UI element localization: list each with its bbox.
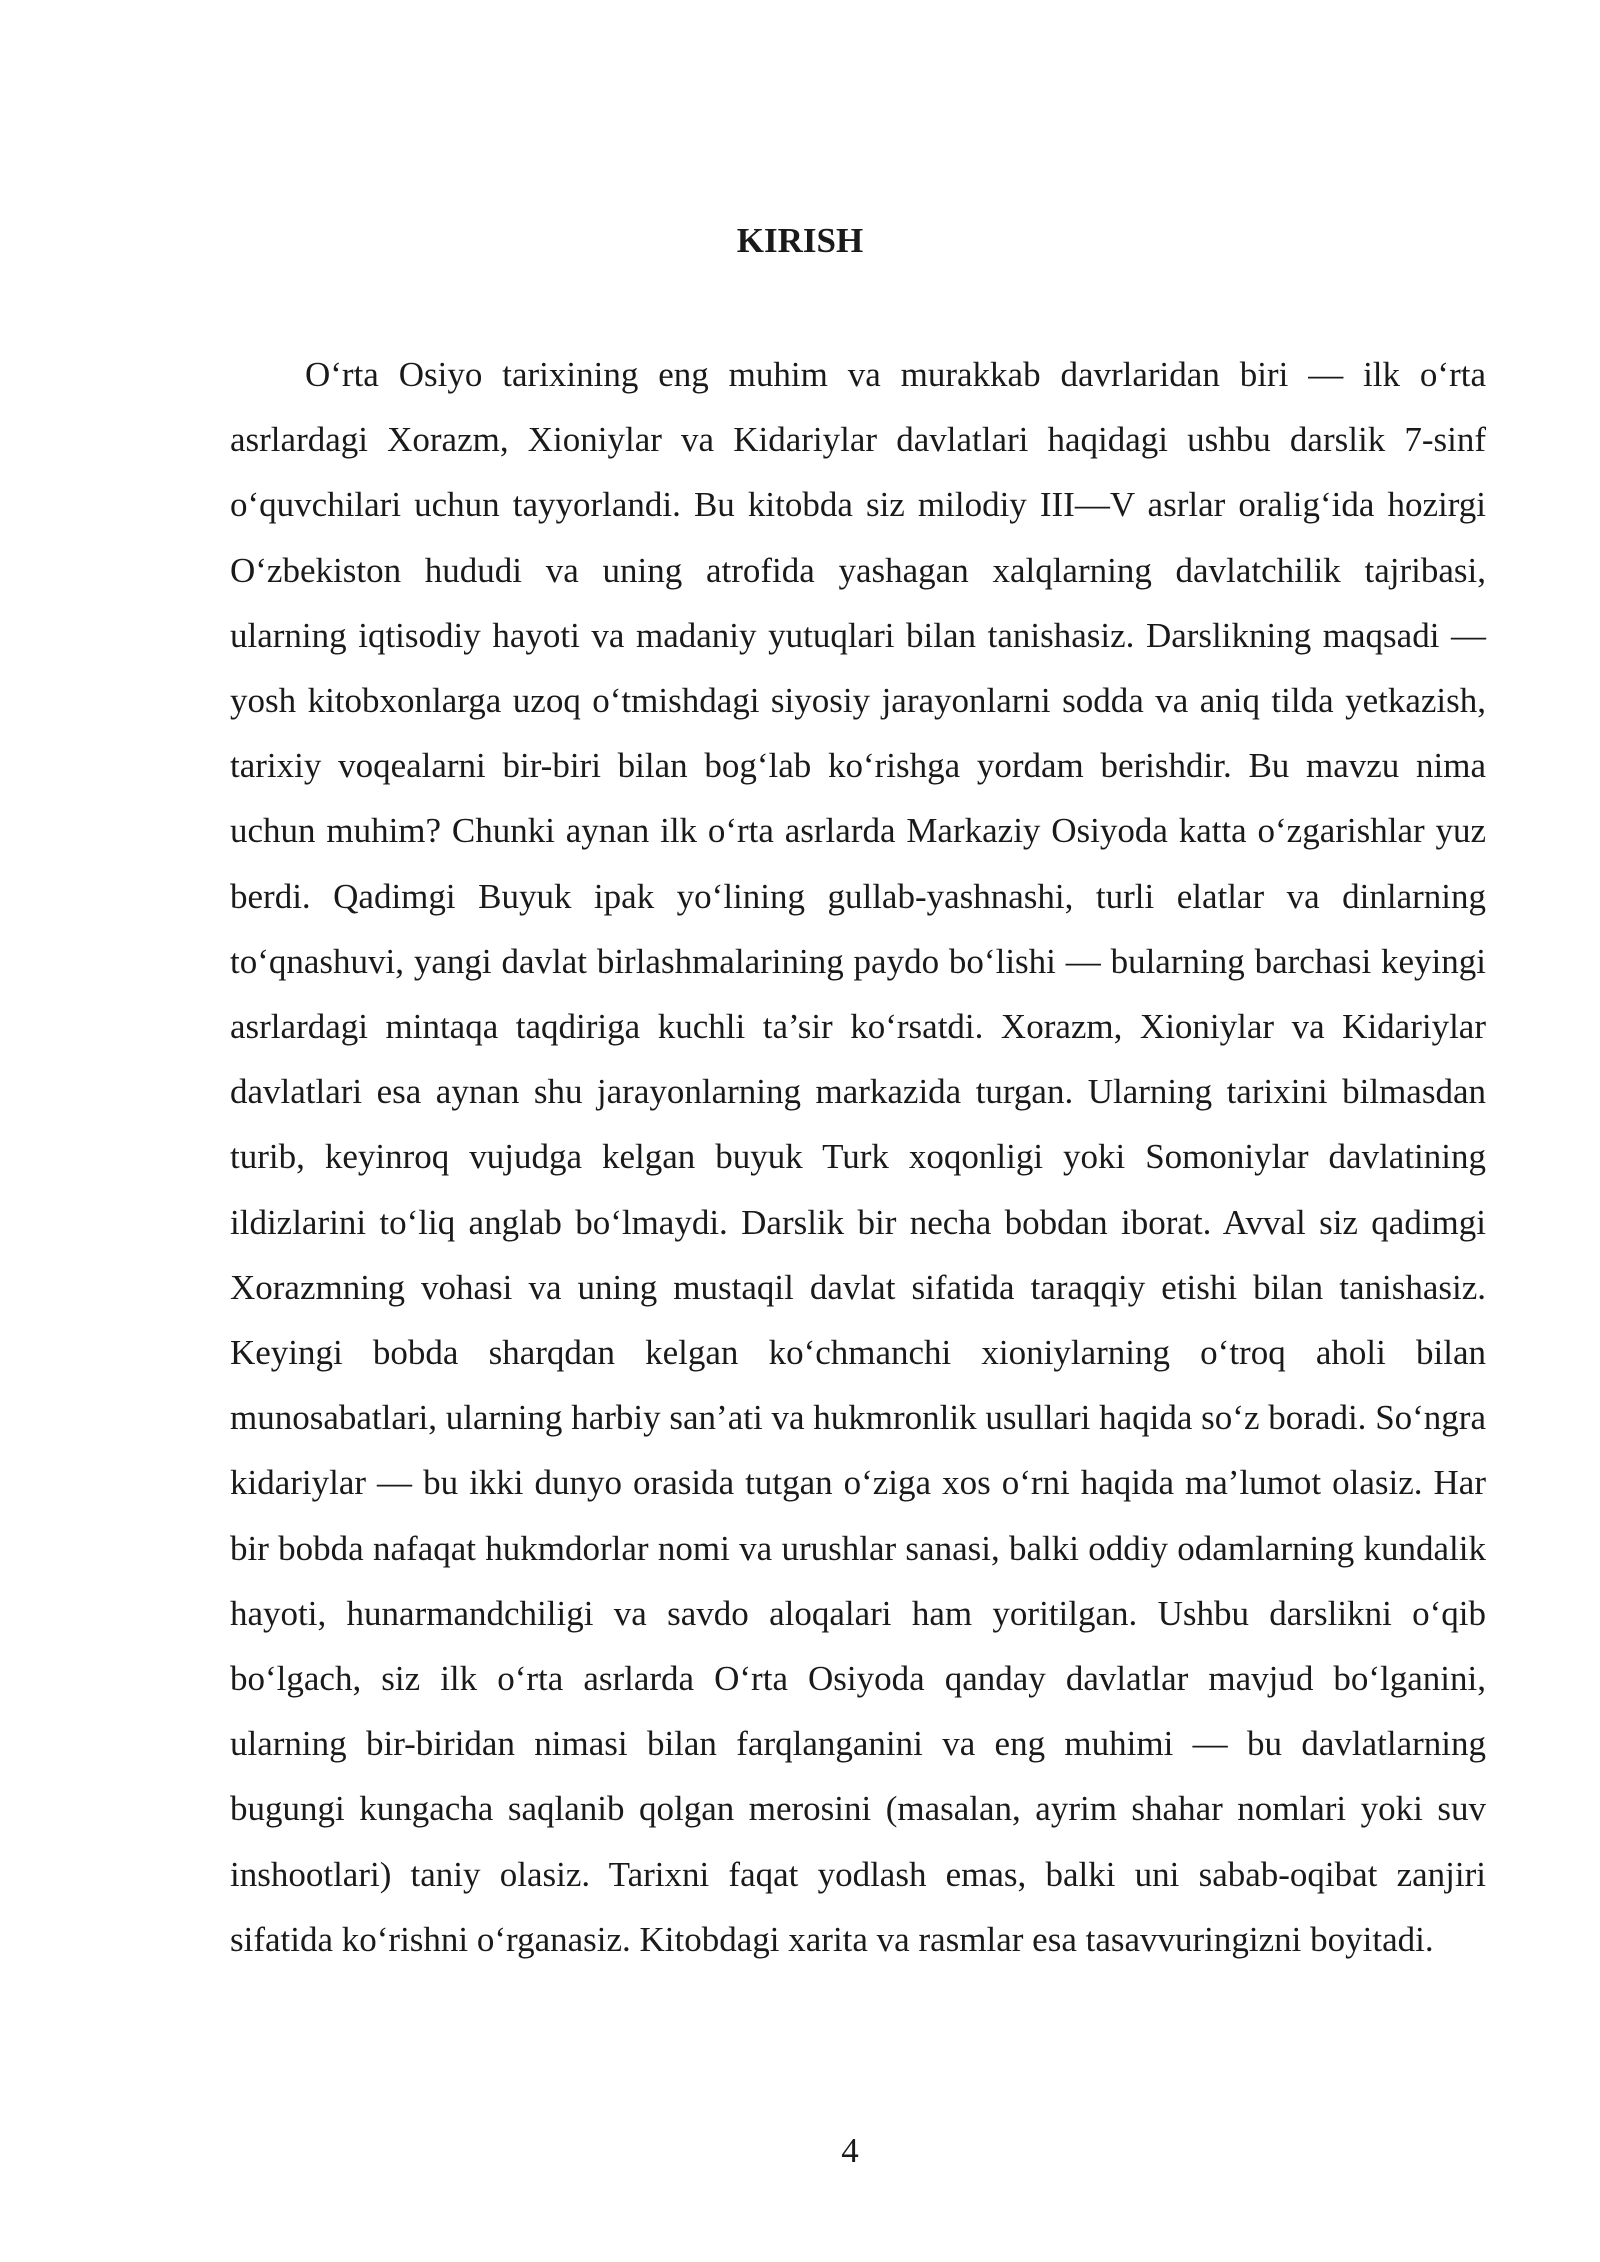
page-number: 4 <box>841 2131 859 2170</box>
body-paragraph: O‘rta Osiyo tarixining eng muhim va murakkab davrlaridan biri — ilk o‘rta asrlardagi Xorazm, Xioniylar va Kidariylar davlatlari haqidagi ushbu darslik 7-sinf o‘quvchilari uchun tayyorlandi. Bu kitobda siz milodiy III—V asrlar oralig‘ida hozirgi O‘zbekiston hududi va uning atrofida yashagan xalqlarning davlatchilik tajribasi, ularning iqtisodiy hayoti va madaniy yutuqlari bilan tanishasiz. Darslikning maqsadi — yosh kitobxonlarga uzoq o‘tmishdagi siyosiy jarayonlarni sodda va aniq tilda yetkazish, tarixiy voqealarni bir-biri bilan bog‘lab ko‘rishga yordam berishdir. Bu mavzu nima uchun muhim? Chunki aynan ilk o‘rta asrlarda Markaziy Osiyoda katta o‘zgarishlar yuz berdi. Qadimgi Buyuk ipak yo‘lining gullab-yashnashi, turli elatlar va dinlarning to‘qnashuvi, yangi davlat birlashmalarining paydo bo‘lishi — bularning barchasi keyingi asrlardagi mintaqa taqdiriga kuchli ta’sir ko‘rsatdi. Xorazm, Xioniylar va Kidariylar davlatlari esa aynan shu jarayonlarning markazida turgan. Ularning tarixini bilmasdan turib, keyinroq vujudga kelgan buyuk Turk xoqonligi yoki Somoniylar davlatining ildizlarini to‘liq anglab bo‘lmaydi. Darslik bir necha bobdan iborat. Avval siz qadimgi Xorazmning vohasi va uning mustaqil davlat sifatida taraqqiy etishi bilan tanishasiz. Keyingi bobda sharqdan kelgan ko‘chmanchi xioniylarning o‘troq aholi bilan munosabatlari, ularning harbiy san’ati va hukmronlik usullari haqida so‘z boradi. So‘ngra kidariylar — bu ikki dunyo orasida tutgan o‘ziga xos o‘rni haqida ma’lumot olasiz. Har bir bobda nafaqat hukmdorlar nomi va urushlar sanasi, balki oddiy odamlarning kundalik hayoti, hunarmandchiligi va savdo aloqalari ham yoritilgan. Ushbu darslikni o‘qib bo‘lgach, siz ilk o‘rta asrlarda O‘rta Osiyoda qanday davlatlar mavjud bo‘lganini, ularning bir-biridan nimasi bilan farqlanganini va eng muhimi — bu davlatlarning bugungi kungacha saqlanib qolgan merosini (masalan, ayrim shahar nomlari yoki suv inshootlari) taniy olasiz. Tarixni faqat yodlash emas, balki uni sabab-oqibat zanjiri sifatida ko‘rishni o‘rganasiz. Kitobdagi xarita va rasmlar esa tasavvuringizni boyitadi. <box>230 355 1486 1959</box>
section-title: KIRISH <box>736 221 864 260</box>
